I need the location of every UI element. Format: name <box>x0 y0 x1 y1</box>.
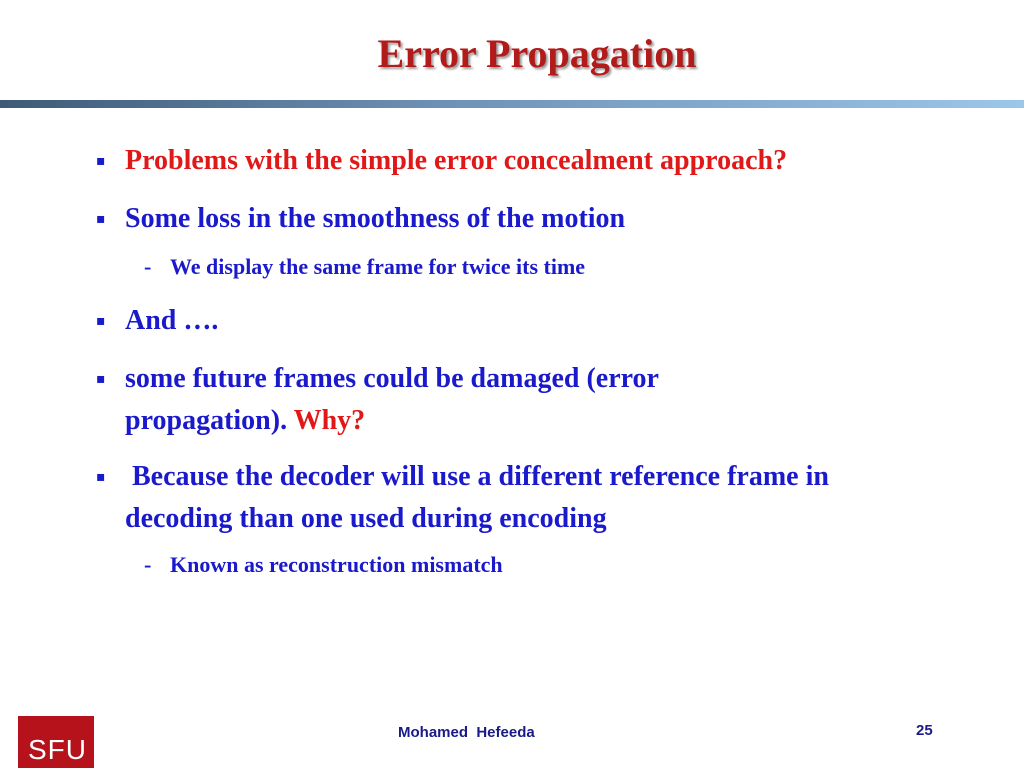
sub-bullet-dash: - <box>144 254 152 279</box>
sub-bullet-text: Known as reconstruction mismatch <box>170 552 503 577</box>
page-number: 25 <box>916 722 933 739</box>
bullet-item <box>96 358 796 442</box>
bullet-text: Because the decoder will use a different reference frame in decoding than one used during encoding <box>125 461 836 534</box>
sub-bullet-item <box>144 549 944 581</box>
logo-text: SFU <box>28 734 87 765</box>
bullet-item <box>96 300 976 342</box>
sfu-logo <box>18 716 94 768</box>
bullet-marker-icon: ▪ <box>96 211 106 227</box>
footer-author: Mohamed Hefeeda <box>398 724 535 741</box>
bullet-item <box>96 198 976 240</box>
bullet-item <box>96 140 976 182</box>
sub-bullet-dash: - <box>144 552 152 577</box>
title-divider <box>0 100 1024 108</box>
slide-title: Error Propagation <box>377 31 697 76</box>
bullet-text: some future frames could be damaged (error propagation). <box>125 363 659 436</box>
sub-bullet-text: We display the same frame for twice its time <box>170 254 586 279</box>
bullet-text: Some loss in the smoothness of the motion <box>125 203 626 234</box>
bullet-marker-icon: ▪ <box>96 313 106 329</box>
bullet-item <box>96 456 876 540</box>
bullet-marker-icon: ▪ <box>96 371 106 387</box>
bullet-emphasis: Why? <box>293 405 366 436</box>
bullet-marker-icon: ▪ <box>96 469 106 485</box>
bullet-text: Problems with the simple error concealment approach? <box>125 145 788 176</box>
bullet-text: And …. <box>125 305 219 336</box>
sub-bullet-item <box>144 251 944 283</box>
bullet-marker-icon: ▪ <box>96 153 106 169</box>
